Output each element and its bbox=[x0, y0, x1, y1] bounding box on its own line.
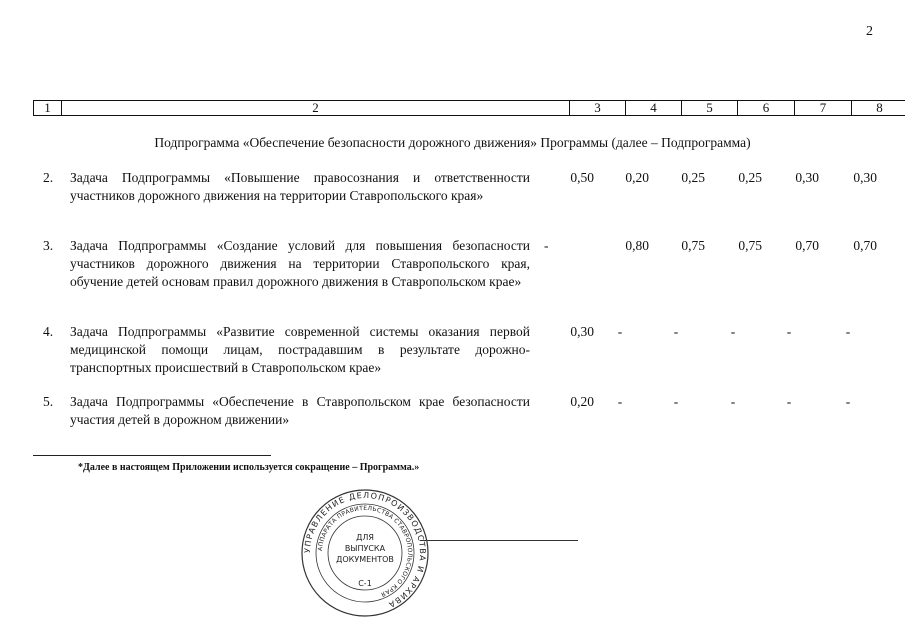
task-value-col4: - bbox=[617, 394, 623, 409]
task-description: Задача Подпрограммы «Обеспечение в Ставропольском крае безопасности участия детей в дорожном движении» bbox=[70, 394, 530, 427]
task-value-col3: 0,20 bbox=[570, 394, 594, 409]
task-value-col4: - bbox=[617, 324, 623, 339]
seal-center-line-1: ДЛЯ bbox=[356, 533, 374, 542]
seal-center-line-3: ДОКУМЕНТОВ bbox=[336, 555, 394, 564]
task-number: 5. bbox=[43, 394, 54, 409]
task-value-col8: - bbox=[845, 324, 851, 339]
column-header-4: 4 bbox=[626, 101, 682, 116]
task-value-col4: 0,80 bbox=[625, 238, 649, 253]
task-value-col3: - bbox=[544, 238, 549, 253]
footnote: *Далее в настоящем Приложении используется сокращение – Программа.» bbox=[78, 462, 420, 473]
column-header-table bbox=[33, 100, 905, 116]
task-value-col7: - bbox=[786, 324, 792, 339]
page-number: 2 bbox=[866, 24, 873, 39]
task-description: Задача Подпрограммы «Повышение правосознания и ответственности участников дорожного движения на территории Ставропольского края» bbox=[70, 170, 530, 203]
task-value-col7: - bbox=[786, 394, 792, 409]
task-value-col3: 0,30 bbox=[570, 324, 594, 339]
task-value-col5: - bbox=[673, 394, 679, 409]
column-header-5: 5 bbox=[682, 101, 738, 116]
task-value-col8: 0,30 bbox=[853, 170, 877, 185]
task-value-col3: 0,50 bbox=[570, 170, 594, 185]
task-value-col8: - bbox=[845, 394, 851, 409]
task-value-col7: 0,70 bbox=[795, 238, 819, 253]
task-value-col6: 0,25 bbox=[738, 170, 762, 185]
column-header-3: 3 bbox=[570, 101, 626, 116]
seal-inner-text: АППАРАТА ПРАВИТЕЛЬСТВА СТАВРОПОЛЬСКОГО КРАЯ bbox=[317, 504, 414, 598]
task-value-col6: 0,75 bbox=[738, 238, 762, 253]
task-value-col8: 0,70 bbox=[853, 238, 877, 253]
column-header-1: 1 bbox=[34, 101, 62, 116]
task-value-col4: 0,20 bbox=[625, 170, 649, 185]
task-number: 3. bbox=[43, 238, 54, 253]
seal-code: С-1 bbox=[358, 579, 372, 588]
seal-center-line-2: ВЫПУСКА bbox=[344, 544, 386, 553]
signature-line bbox=[420, 540, 578, 541]
subprogram-title: Подпрограмма «Обеспечение безопасности дорожного движения» Программы (далее – Подпрограмма) bbox=[154, 135, 751, 150]
footnote-separator bbox=[33, 455, 271, 456]
column-header-2: 2 bbox=[62, 101, 570, 116]
official-seal bbox=[300, 488, 430, 618]
task-number: 2. bbox=[43, 170, 54, 185]
task-value-col5: - bbox=[673, 324, 679, 339]
task-value-col7: 0,30 bbox=[795, 170, 819, 185]
task-number: 4. bbox=[43, 324, 54, 339]
task-value-col5: 0,75 bbox=[681, 238, 705, 253]
column-header-6: 6 bbox=[738, 101, 795, 116]
seal-outer-text: УПРАВЛЕНИЕ ДЕЛОПРОИЗВОДСТВА И АРХИВА bbox=[302, 490, 428, 610]
column-header-7: 7 bbox=[795, 101, 852, 116]
task-description: Задача Подпрограммы «Создание условий для повышения безопасности участников дорожного движения на территории Ставропольского края, обучение детей основам правил дорожного движения в Ставропольском крае» bbox=[70, 238, 530, 289]
column-header-8: 8 bbox=[852, 101, 905, 116]
task-value-col6: - bbox=[730, 324, 736, 339]
task-value-col5: 0,25 bbox=[681, 170, 705, 185]
task-value-col6: - bbox=[730, 394, 736, 409]
task-description: Задача Подпрограммы «Развитие современной системы оказания первой медицинской помощи лицам, пострадавшим в результате дорожно-транспортных происшествий в Ставропольском крае» bbox=[70, 324, 530, 375]
seal-graphic bbox=[300, 488, 430, 618]
